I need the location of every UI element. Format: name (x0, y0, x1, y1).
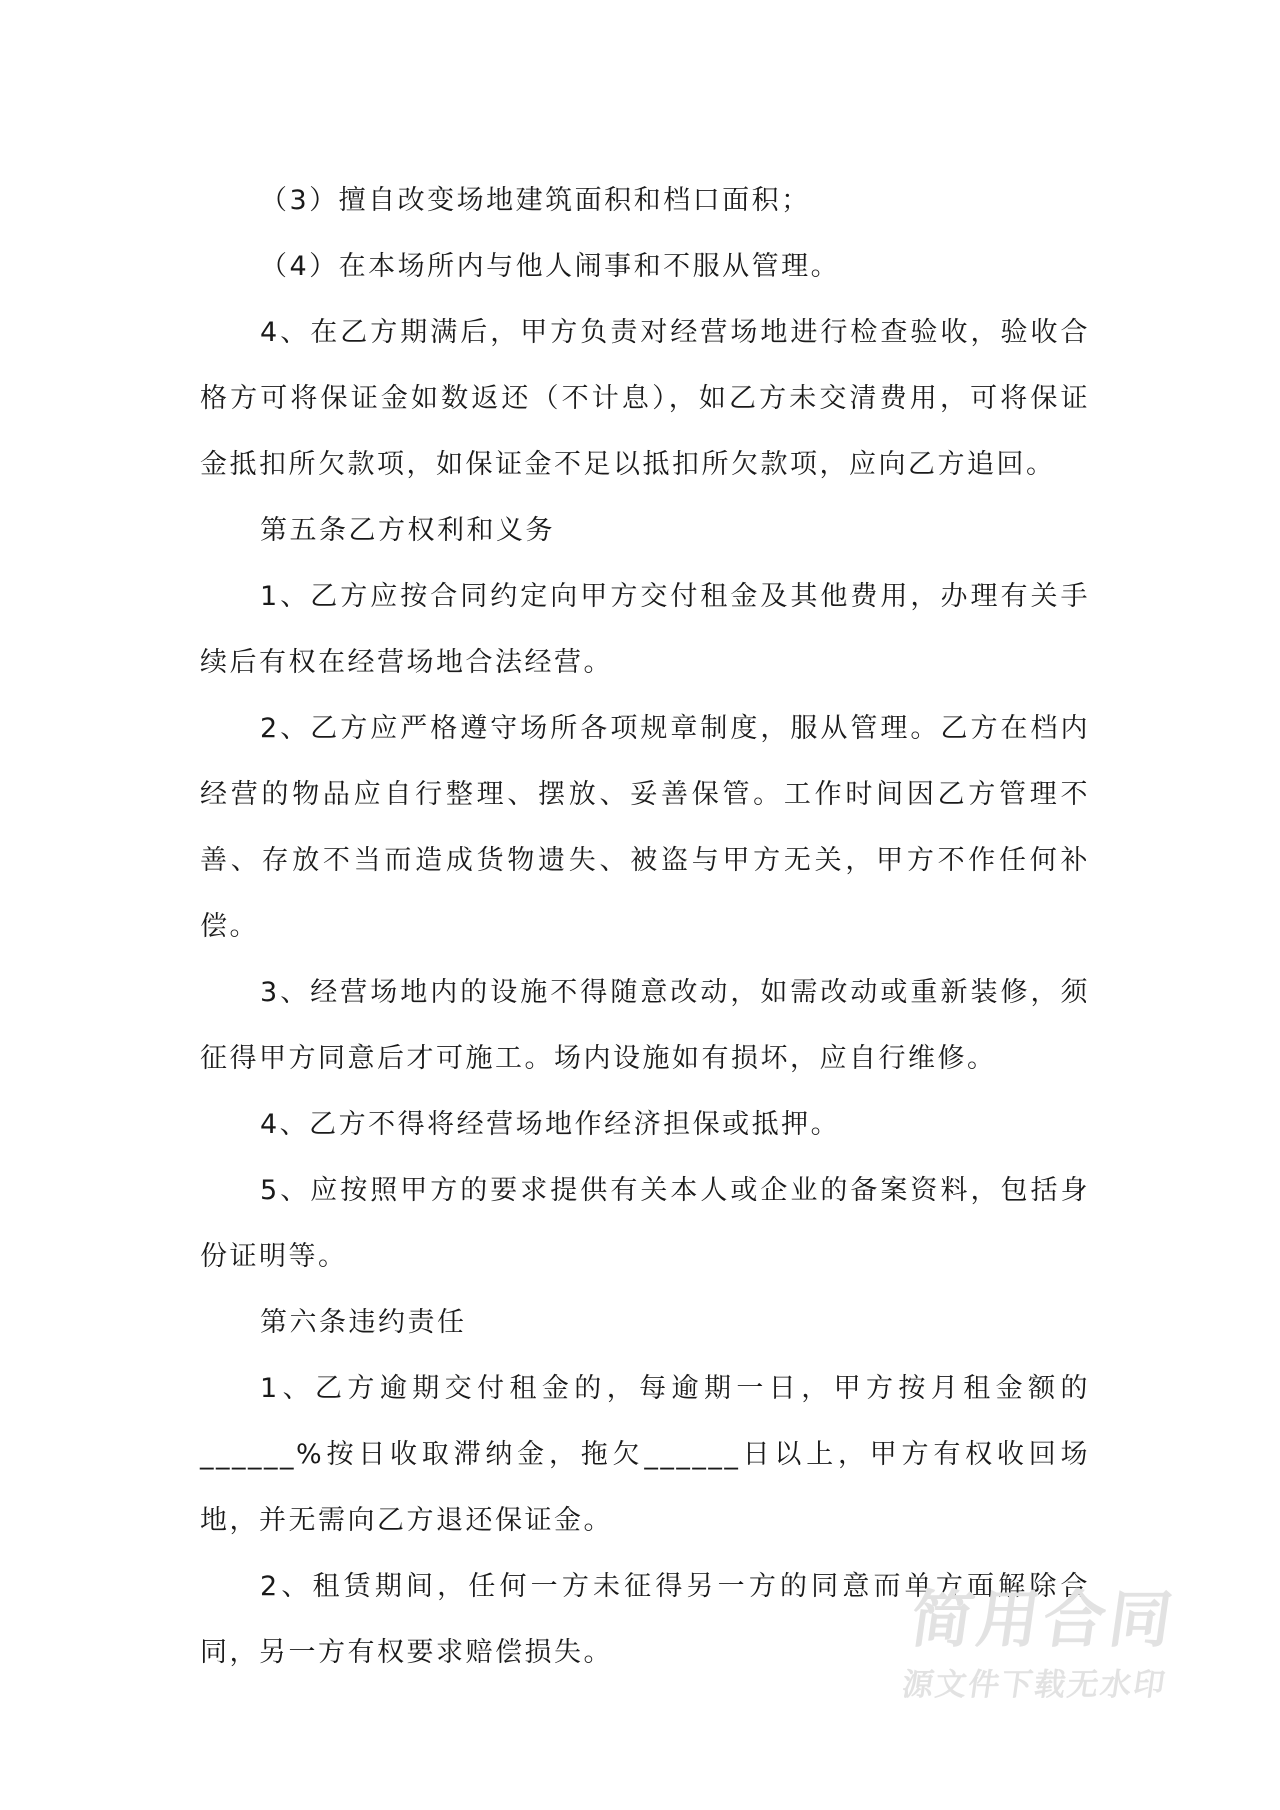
article-5-clause-4: 4、乙方不得将经营场地作经济担保或抵押。 (260, 1109, 841, 1140)
clause-item-4: （4）在本场所内与他人闹事和不服从管理。 (260, 251, 841, 282)
document-body (200, 168, 1090, 1686)
watermark (881, 1580, 1199, 1710)
clause-item-3: （3）擅自改变场地建筑面积和档口面积； (260, 185, 811, 216)
article-5-heading: 第五条乙方权利和义务 (260, 515, 555, 546)
article-5-clause-5: 5、应按照甲方的要求提供有关本人或企业的备案资料，包括身份证明等。 (200, 1175, 1090, 1272)
article-5-clause-1: 1、乙方应按合同约定向甲方交付租金及其他费用，办理有关手续后有权在经营场地合法经营。 (200, 581, 1090, 678)
article-5-clause-3: 3、经营场地内的设施不得随意改动，如需改动或重新装修，须征得甲方同意后才可施工。场内设施如有损坏，应自行维修。 (200, 977, 1090, 1074)
article-6-heading: 第六条违约责任 (260, 1307, 467, 1338)
article-5-clause-2: 2、乙方应严格遵守场所各项规章制度，服从管理。乙方在档内经营的物品应自行整理、摆放、妥善保管。工作时间因乙方管理不善、存放不当而造成货物遗失、被盗与甲方无关，甲方不作任何补偿。 (200, 713, 1090, 942)
watermark-subtitle: 源文件下载无水印 (899, 1667, 1169, 1703)
watermark-title: 简用合同 (906, 1583, 1181, 1656)
article-6-clause-2: 2、租赁期间，任何一方未征得另一方的同意而单方面解除合同，另一方有权要求赔偿损失。 (200, 1571, 1090, 1668)
article-6-clause-1: 1、乙方逾期交付租金的，每逾期一日，甲方按月租金额的______%按日收取滞纳金，拖欠______日以上，甲方有权收回场地，并无需向乙方退还保证金。 (200, 1373, 1090, 1536)
deposit-return-clause: 4、在乙方期满后，甲方负责对经营场地进行检查验收，验收合格方可将保证金如数返还（不计息），如乙方未交清费用，可将保证金抵扣所欠款项，如保证金不足以抵扣所欠款项，应向乙方追回。 (200, 317, 1090, 480)
